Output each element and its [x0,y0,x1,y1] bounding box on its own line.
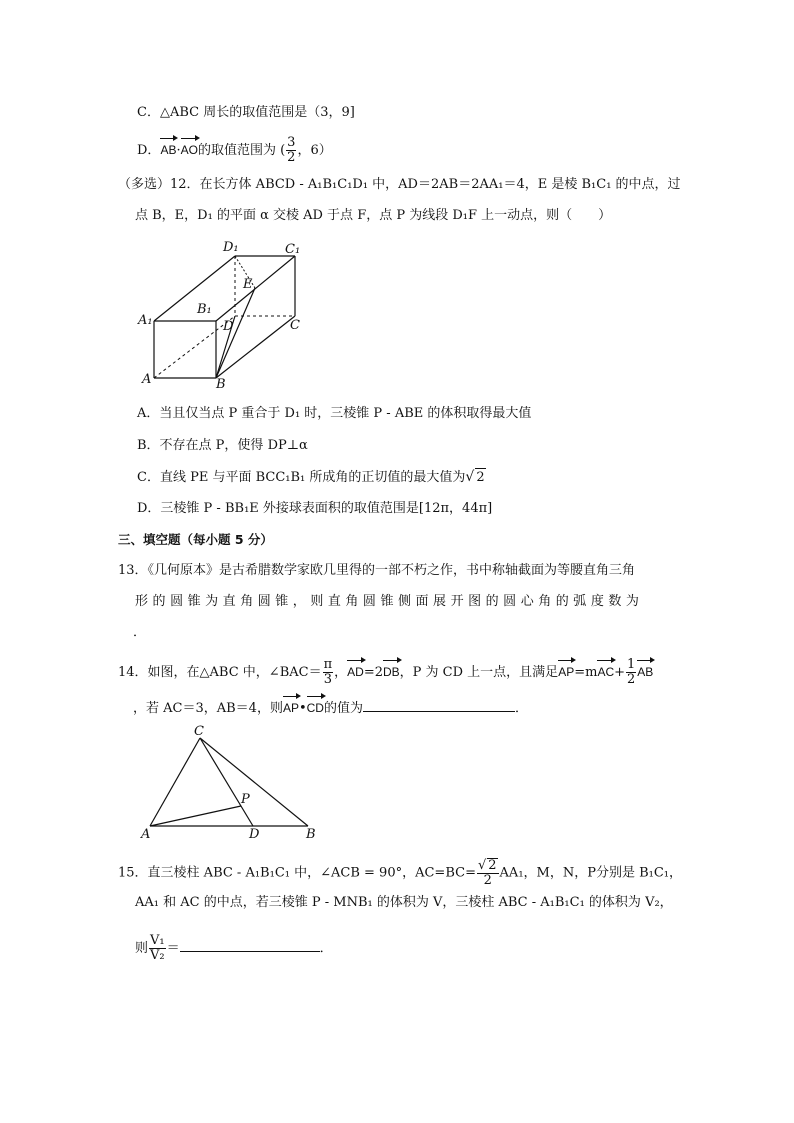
fraction-1-2: $\frac{1}{2}$ [627,657,636,687]
vector-ab: AB [160,143,177,157]
label-b-q14: B [306,827,316,842]
vector-db: DB [383,665,400,679]
q13-line2: 形 的 圆 锥 为 直 角 圆 锥 ， 则 直 角 圆 锥 侧 面 展 开 图 的 圆 心 角 的 弧 度 数 为 [135,594,640,609]
q12-stem-line1: （多选）12．在长方体 ABCD - A₁B₁C₁D₁ 中，AD＝2AB＝2AA₁＝4，E 是棱 B₁C₁ 的中点，过 [118,177,681,192]
q11-option-d-label: D． [137,143,161,158]
q12-cuboid-figure [130,236,320,392]
label-a: A [142,372,152,387]
label-d-q14: D [249,827,260,842]
q11-option-d-mid: 的取值范围为 ( [197,143,286,158]
vector-cd: CD [306,701,324,715]
vector-ap: AP [558,665,575,679]
label-e: E [243,277,253,292]
label-d1: D₁ [223,240,239,255]
vector-ad: AD [347,665,364,679]
label-c-q14: C [194,724,204,739]
answer-blank-q15[interactable] [180,937,320,952]
q14-line1: 14．如图，在△ABC 中，∠BAC＝ $\frac{\pi}{3}$ ，AD=2DB，P 为 CD 上一点，且满足AP=mAC+ $\frac{1}{2}$ AB [118,657,654,687]
q12-option-d: D．三棱锥 P - BB₁E 外接球表面积的取值范围是[12π，44π] [137,501,493,516]
fraction-sqrt2-2: $\frac{√ 2}{2}$ [477,858,497,888]
sqrt-2: 2 [476,470,485,485]
q12-stem-line2: 点 B，E，D₁ 的平面 α 交棱 AD 于点 F，点 P 为线段 D₁F 上一动点，则（ ） [135,208,612,223]
vector-ao: AO [180,143,198,157]
vector-ap-2: AP [282,701,299,715]
label-a1: A₁ [138,313,153,328]
q12-option-a: A．当且仅当点 P 重合于 D₁ 时，三棱锥 P - ABE 的体积取得最大值 [137,406,532,421]
answer-blank-q14[interactable] [363,697,515,712]
section-title: 三、填空题（每小题 5 分） [118,532,273,547]
label-c: C [290,318,300,333]
q11-option-d-end: ，6） [297,143,332,158]
q15-line1: 15．直三棱柱 ABC - A₁B₁C₁ 中，∠ACB = 90°，AC=BC= $\frac{√ 2}{2}$ AA₁，M，N，P分别是 B₁C₁， [118,858,683,888]
q14-line2: ，若 AC＝3，AB＝4，则AP•CD的值为 ． [133,697,528,718]
vector-ab-q14: AB [637,665,654,679]
label-b1: B₁ [197,302,212,317]
q15-line2: AA₁ 和 AC 的中点，若三棱锥 P - MNB₁ 的体积为 V，三棱柱 ABC - A₁B₁C₁ 的体积为 V₂， [135,895,673,910]
q11-option-d: D．AB·AO的取值范围为 ( $\frac{3}{2}$ ，6） [137,135,332,165]
q13-line3: ． [133,625,147,640]
q14-triangle-figure [138,722,328,844]
fraction-pi-3: $\frac{\pi}{3}$ [323,657,333,687]
label-a-q14: A [141,827,151,842]
q11-option-c: C．△ABC 周长的取值范围是（3，9] [137,105,355,120]
label-d: D [223,319,234,334]
vector-ac: AC [597,665,615,679]
q12-option-c: C．直线 PE 与平面 BCC₁B₁ 所成角的正切值的最大值为√ 2 [137,469,485,485]
fraction-v1-v2: $\frac{\text{V₁}}{\text{V₂}}$ [150,933,165,963]
label-b: B [216,377,226,392]
label-p-q14: P [241,792,250,807]
fraction-3-2: $\frac{3}{2}$ [287,135,296,165]
q12-option-b: B．不存在点 P，使得 DP⊥α [137,438,308,453]
label-c1: C₁ [285,242,301,257]
q13-line1: 13．《几何原本》是古希腊数学家欧几里得的一部不朽之作，书中称轴截面为等腰直角三角 [118,563,636,578]
q15-line3: 则 $\frac{\text{V₁}}{\text{V₂}}$ ＝ ． [135,933,333,963]
